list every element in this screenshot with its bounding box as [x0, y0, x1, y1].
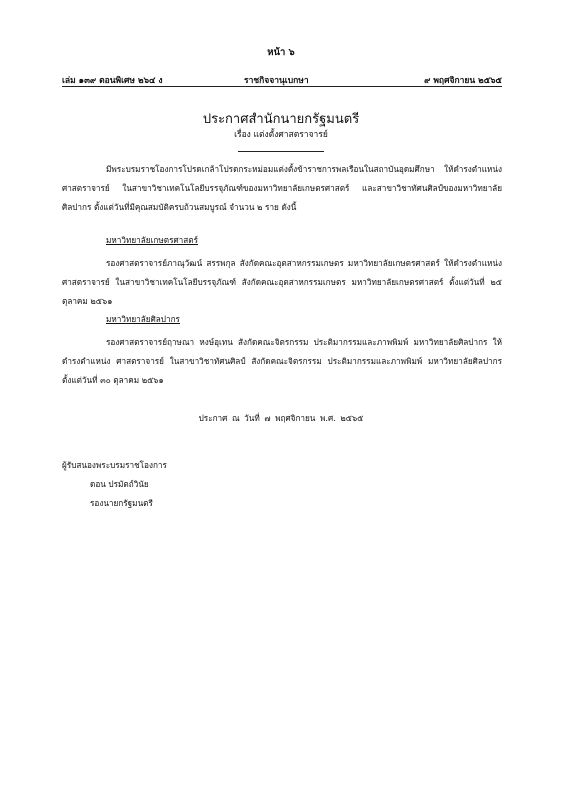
- volume-info: เล่ม ๑๓๙ ตอนพิเศษ ๒๖๔ ง: [62, 76, 163, 86]
- appointment-paragraph-1: รองศาสตราจารย์ภาณุวัฒน์ สรรพกุล สังกัดคณะอุตสาหกรรมเกษตร มหาวิทยาลัยเกษตรศาสตร์ ให้ดำรงตำแหน่ง ศาสตราจารย์ ในสาขาวิชาเทคโนโลยีบรรจุภัณฑ์ สังกัดคณะอุตสาหกรรมเกษตร มหาวิทยาลัยเกษตรศาสตร์ ตั้งแต่วันที่ ๒๕ ตุลาคม ๒๕๖๑: [62, 258, 502, 306]
- signatory-name: ดอน ปรมัตถ์วินัย: [90, 479, 149, 489]
- given-date: ประกาศ ณ วันที่ ๗ พฤศจิกายน พ.ศ. ๒๕๖๕: [198, 413, 364, 423]
- signatory-position: รองนายกรัฐมนตรี: [90, 498, 153, 508]
- appointment-paragraph-2: รองศาสตราจารย์ฤาษณา หงษ์อุเทน สังกัดคณะจิตรกรรม ประติมากรรมและภาพพิมพ์ มหาวิทยาลัยศิลปากร ให้ดำรงตำแหน่ง ศาสตราจารย์ ในสาขาวิชาทัศนศิลป์ สังกัดคณะจิตรกรรม ประติมากรรมและภาพพิมพ์ มหาวิทยาลัยศิลปากร ตั้งแต่วันที่ ๓๐ ตุลาคม ๒๕๖๑: [62, 337, 502, 385]
- gazette-date: ๙ พฤศจิกายน ๒๕๖๕: [424, 76, 502, 86]
- university-heading-silpakorn: มหาวิทยาลัยศิลปากร: [106, 314, 180, 324]
- intro-paragraph-text: มีพระบรมราชโองการโปรดเกล้าโปรดกระหม่อมแต่งตั้งข้าราชการพลเรือนในสถาบันอุดมศึกษา ให้ดำรงตำแหน่ง ศาสตราจารย์ ในสาขาวิชาเทคโนโลยีบรรจุภัณฑ์ของมหาวิทยาลัยเกษตรศาสตร์ และสาขาวิชาทัศนศิลป์ของมหาวิทยาลัยศิลปากร ตั้งแต่วันที่มีคุณสมบัติครบถ้วนสมบูรณ์ จำนวน ๒ ราย ดังนี้: [62, 164, 502, 212]
- document-title: ประกาศสำนักนายกรัฐมนตรี: [202, 112, 360, 127]
- university-heading-kasetsart: มหาวิทยาลัยเกษตรศาสตร์: [106, 235, 198, 245]
- title-underline: [238, 151, 324, 152]
- document-subject: เรื่อง แต่งตั้งศาสตราจารย์: [234, 130, 328, 140]
- page-number: หน้า ๖: [267, 47, 295, 58]
- countersign-label: ผู้รับสนองพระบรมราชโองการ: [62, 460, 167, 470]
- intro-paragraph: [62, 160, 502, 217]
- header-rule: [62, 86, 502, 87]
- gazette-name: ราชกิจจานุเบกษา: [244, 76, 309, 86]
